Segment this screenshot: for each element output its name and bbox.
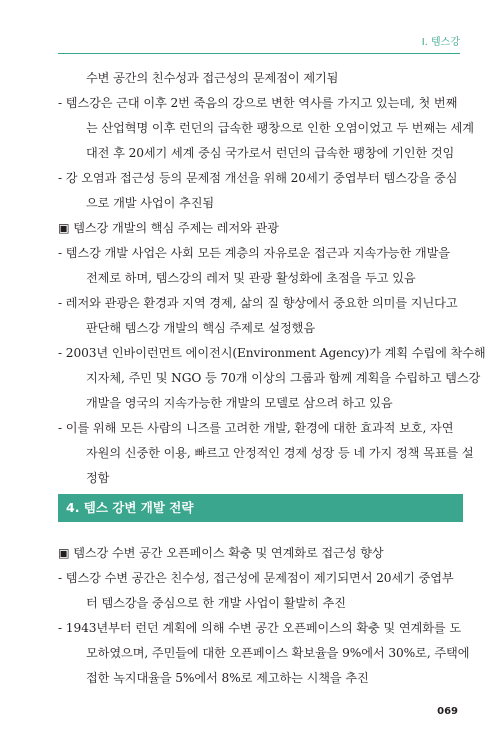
text-line: - 템스강 수변 공간은 친수성, 접근성에 문제점이 제기되면서 20세기 중엽부 (58, 571, 454, 585)
text-line: - 2003년 인바이런먼트 에이전시(Environment Agency)가 계획 수립에 착수해 (58, 346, 486, 360)
text-line: 지자체, 주민 및 NGO 등 70개 이상의 그룹과 함께 계획을 수립하고 템스강 (86, 371, 481, 385)
text-line: 모하였으며, 주민들에 대한 오픈페이스 확보율을 9%에서 30%로, 주택에 (86, 646, 470, 660)
text-line: 전제로 하며, 템스강의 레저 및 관광 활성화에 초점을 두고 있음 (86, 271, 416, 285)
text-line: 판단해 템스강 개발의 핵심 주제로 설정했음 (86, 321, 315, 335)
running-head: I. 템스강 (421, 37, 460, 48)
text-line: 자원의 신중한 이용, 빠르고 안정적인 경제 성장 등 네 가지 정책 목표를 설 (86, 446, 474, 460)
text-line: 대전 후 20세기 세계 중심 국가로서 런던의 급속한 팽창에 기인한 것임 (86, 146, 455, 160)
section-heading: 4. 템스 강변 개발 전략 (58, 494, 463, 522)
text-line: - 강 오염과 접근성 등의 문제점 개선을 위해 20세기 중엽부터 템스강을 중심 (58, 171, 458, 185)
header-rule (58, 53, 460, 54)
text-line: 는 산업혁명 이후 런던의 급속한 팽창으로 인한 오염이었고 두 번째는 세계 (86, 121, 474, 135)
text-line: 접한 녹지대율을 5%에서 8%로 제고하는 시책을 추진 (86, 671, 369, 685)
text-line: - 1943년부터 런던 계획에 의해 수변 공간 오픈페이스의 확충 및 연계화를 도 (58, 621, 461, 635)
text-line: - 이를 위해 모든 사람의 니즈를 고려한 개발, 환경에 대한 효과적 보호, 자연 (58, 421, 454, 435)
text-line: - 템스강은 근대 이후 2번 죽음의 강으로 변한 역사를 가지고 있는데, 첫 번째 (58, 96, 458, 110)
bottom-text-block (58, 541, 470, 691)
text-line: 으로 개발 사업이 추진됨 (86, 196, 215, 210)
top-text-block (58, 66, 486, 491)
page-number: 069 (437, 706, 458, 717)
text-line: 정함 (86, 471, 110, 485)
text-line: 수변 공간의 친수성과 접근성의 문제점이 제기됨 (86, 71, 339, 85)
text-line: - 템스강 개발 사업은 사회 모든 계층의 자유로운 접근과 지속가능한 개발을 (58, 246, 450, 260)
text-line: 개발을 영국의 지속가능한 개발의 모델로 삼으려 하고 있음 (86, 396, 393, 410)
text-line: ▣ 템스강 개발의 핵심 주제는 레저와 관광 (58, 221, 279, 235)
text-line: 터 템스강을 중심으로 한 개발 사업이 활발히 추진 (86, 596, 346, 610)
text-line: - 레저와 관광은 환경과 지역 경제, 삶의 질 향상에서 중요한 의미를 지닌다고 (58, 296, 458, 310)
text-line: ▣ 템스강 수변 공간 오픈페이스 확충 및 연계화로 접근성 향상 (58, 546, 384, 560)
